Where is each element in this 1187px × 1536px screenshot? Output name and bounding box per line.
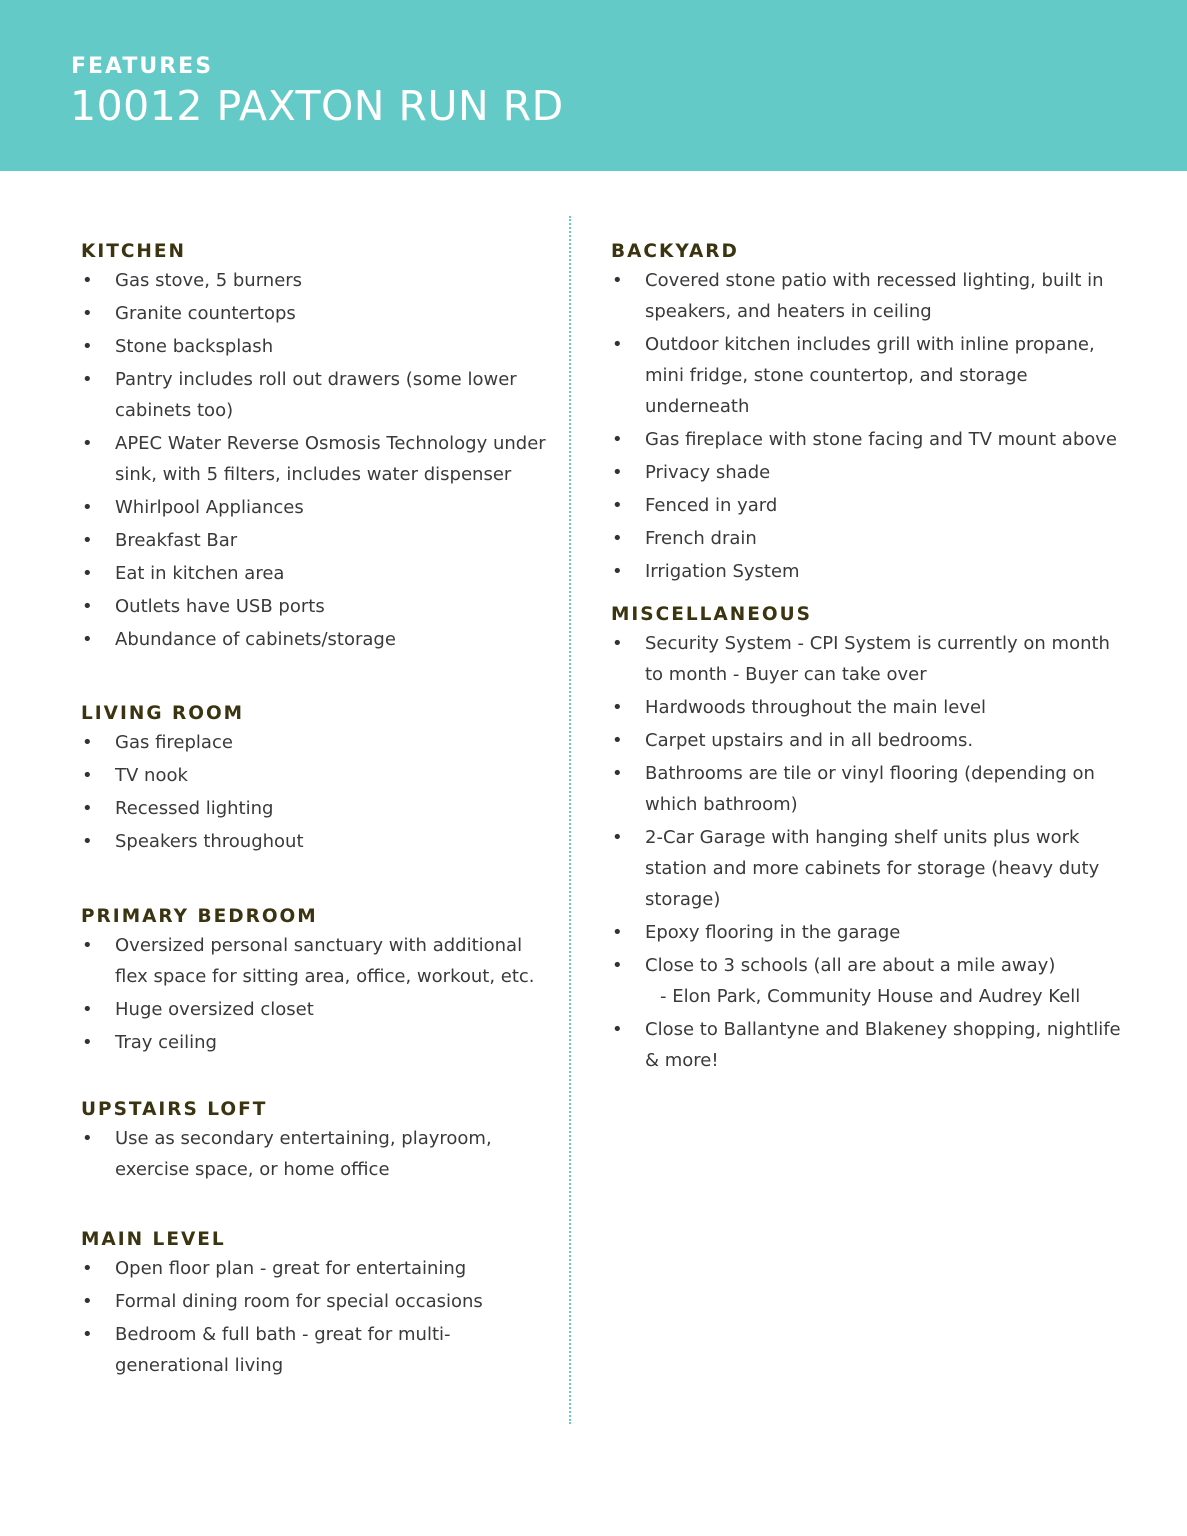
list-item: • Gas fireplace with stone facing and TV mount above (611, 424, 1131, 455)
list-item: • Use as secondary entertaining, playroom, exercise space, or home office (81, 1123, 551, 1185)
list-item: • Outdoor kitchen includes grill with inline propane, mini fridge, stone countertop, and storage underneath (611, 329, 1131, 422)
section-heading: PRIMARY BEDROOM (81, 906, 318, 927)
list-item: • Recessed lighting (81, 793, 551, 824)
feature-list (611, 628, 1131, 1076)
column-divider (569, 216, 571, 1424)
section-heading: BACKYARD (611, 241, 739, 262)
section-backyard (611, 241, 1131, 587)
list-item: • Bedroom & full bath - great for multi-generational living (81, 1319, 551, 1381)
list-item: • Security System - CPI System is currently on month to month - Buyer can take over (611, 628, 1131, 690)
list-item: • Open floor plan - great for entertaining (81, 1253, 551, 1284)
list-item: • Fenced in yard (611, 490, 1131, 521)
list-item: • Bathrooms are tile or vinyl flooring (depending on which bathroom) (611, 758, 1131, 820)
schools-line: Close to 3 schools (all are about a mile away) (645, 955, 1056, 976)
section-miscellaneous (611, 604, 1131, 1076)
section-heading: MISCELLANEOUS (611, 604, 812, 625)
list-item: • Pantry includes roll out drawers (some lower cabinets too) (81, 364, 551, 426)
list-item: • Breakfast Bar (81, 525, 551, 556)
list-item: • 2-Car Garage with hanging shelf units plus work station and more cabinets for storage (heavy duty storage) (611, 822, 1131, 915)
feature-list (81, 1123, 551, 1185)
section-upstairs-loft (81, 1099, 551, 1185)
list-item: • Granite countertops (81, 298, 551, 329)
list-item: • Close to Ballantyne and Blakeney shopping, nightlife & more! (611, 1014, 1131, 1076)
list-item: • Tray ceiling (81, 1027, 551, 1058)
section-heading: KITCHEN (81, 241, 187, 262)
list-item: • Gas fireplace (81, 727, 551, 758)
list-item: • Hardwoods throughout the main level (611, 692, 1131, 723)
feature-list (81, 727, 551, 857)
list-item: • Gas stove, 5 burners (81, 265, 551, 296)
header-banner (0, 0, 1187, 171)
section-heading: MAIN LEVEL (81, 1229, 226, 1250)
list-item: • Whirlpool Appliances (81, 492, 551, 523)
list-item: • TV nook (81, 760, 551, 791)
section-kitchen (81, 241, 551, 655)
list-item: • Speakers throughout (81, 826, 551, 857)
section-main-level (81, 1229, 551, 1381)
list-item: • Formal dining room for special occasions (81, 1286, 551, 1317)
feature-list (81, 265, 551, 655)
header-eyebrow: FEATURES (71, 54, 214, 79)
list-item: • Carpet upstairs and in all bedrooms. (611, 725, 1131, 756)
list-item-schools (611, 950, 1131, 1012)
list-item: • Abundance of cabinets/storage (81, 624, 551, 655)
feature-list (611, 265, 1131, 587)
section-heading: UPSTAIRS LOFT (81, 1099, 268, 1120)
list-item: • Covered stone patio with recessed lighting, built in speakers, and heaters in ceiling (611, 265, 1131, 327)
section-primary-bedroom (81, 906, 551, 1058)
list-item: • Epoxy flooring in the garage (611, 917, 1131, 948)
feature-list (81, 1253, 551, 1381)
feature-list (81, 930, 551, 1058)
list-item: • French drain (611, 523, 1131, 554)
list-item: • Huge oversized closet (81, 994, 551, 1025)
list-item: • Irrigation System (611, 556, 1131, 587)
list-item: • Eat in kitchen area (81, 558, 551, 589)
list-item: • Outlets have USB ports (81, 591, 551, 622)
list-item: • Oversized personal sanctuary with additional flex space for sitting area, office, workout, etc. (81, 930, 551, 992)
list-item: • Stone backsplash (81, 331, 551, 362)
list-item: • APEC Water Reverse Osmosis Technology under sink, with 5 filters, includes water dispenser (81, 428, 551, 490)
list-item: • Privacy shade (611, 457, 1131, 488)
page-title: 10012 PAXTON RUN RD (70, 82, 564, 130)
section-living-room (81, 703, 551, 857)
section-heading: LIVING ROOM (81, 703, 245, 724)
schools-sub-line: - Elon Park, Community House and Audrey Kell (660, 986, 1081, 1007)
